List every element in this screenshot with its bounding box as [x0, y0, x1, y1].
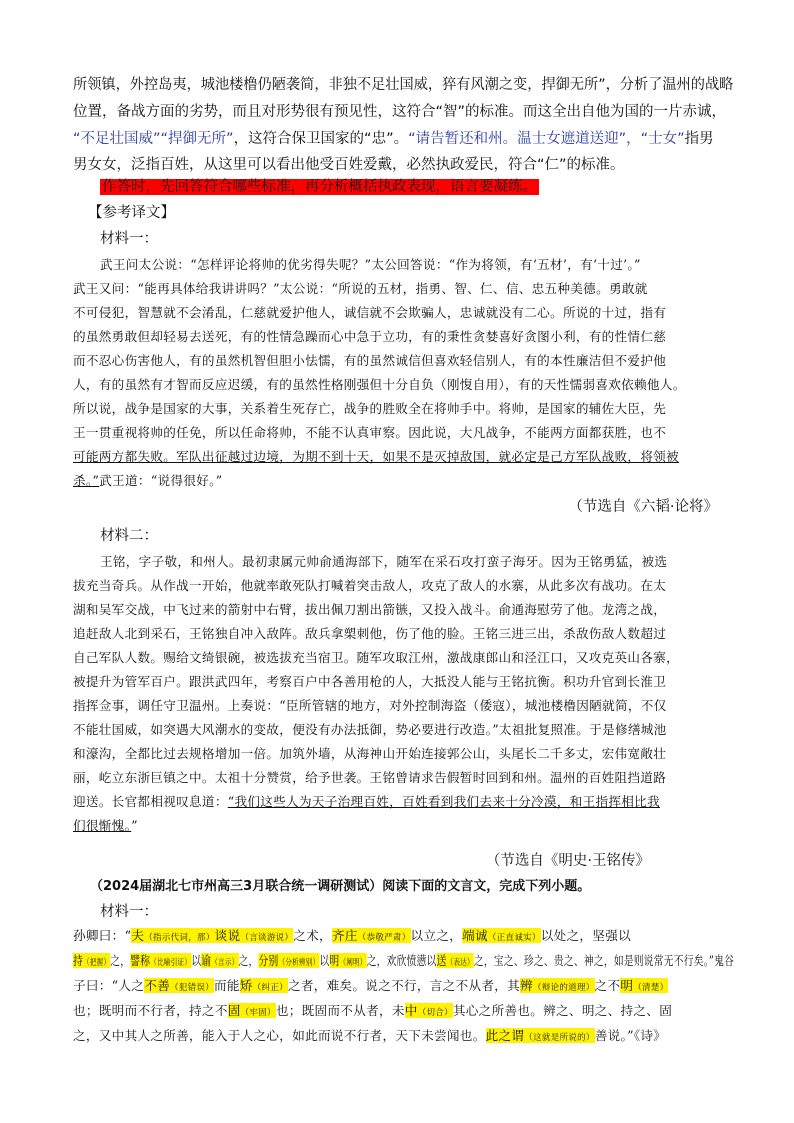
original-text: 子曰：“人之 — [73, 978, 145, 993]
annotated-line-2 — [73, 952, 734, 972]
annotated-word — [258, 953, 319, 968]
translation-line: 王铭，字子敬，和州人。最初隶属元帅俞通海部下，随军在采石攻打蛮子海牙。因为王铭勇猛，被选 — [100, 554, 668, 569]
word: 夫 — [131, 928, 145, 943]
translation-text: ” — [131, 818, 138, 833]
original-text: 以 — [191, 953, 202, 968]
annotated-word — [620, 978, 668, 993]
annotated-word — [329, 953, 366, 968]
annotated-word — [131, 928, 293, 943]
annotated-line-3 — [73, 977, 668, 997]
annotated-word — [437, 953, 474, 968]
word: 送 — [436, 953, 447, 968]
translation-underlined: 们很惭愧。 — [73, 818, 132, 833]
original-text: 之，宝之、珍之、贵之、神之，如是则说常无不行矣。”鬼谷 — [473, 953, 735, 968]
translation-line: 武王问太公说：“怎样评论将帅的优劣得失呢？”太公回答说：“作为将领，有‘五材’，有‘十过’。” — [100, 257, 641, 272]
original-text: 之，欢欣愤懑以 — [366, 953, 437, 968]
translation-line: 不可侵犯，智慧就不会淆乱，仁慈就爱护他人，诚信就不会欺骗人，忠诚就没有二心。所说的十过，指有 — [73, 305, 667, 320]
translation-underlined: “我们这些人为天子治理百姓，百姓看到我们去来十分冷漠，和王指挥相比我 — [227, 794, 660, 809]
word: 持 — [73, 953, 84, 968]
quote-blue: “不足壮国威”“捍御无所” — [73, 131, 234, 147]
source-citation-2: （节选自《明史·王铭传》 — [485, 853, 650, 869]
gloss: （表达） — [446, 958, 474, 968]
annotated-word — [130, 953, 191, 968]
translation-line: 追赶敌人北到采石，王铭独自冲入敌阵。敌兵拿槊刺他，伤了他的脸。王铭三进三出，杀敌伤敌人数超过 — [73, 626, 667, 641]
original-text: 之术， — [293, 928, 332, 943]
word: 明 — [329, 953, 340, 968]
annotated-word — [144, 978, 214, 993]
word: 此之谓 — [485, 1028, 525, 1043]
translation-underlined: 可能两方都失败。军队出征越过边境，为期不到十天，如果不是灭掉敌国，就必定是己方军队战败，将领被 — [73, 449, 680, 464]
gloss: （这就是所说的） — [524, 1033, 595, 1043]
gloss: （正直诚实） — [487, 933, 541, 943]
exam-material-1-label: 材料一： — [100, 904, 158, 920]
word: 谕 — [201, 953, 212, 968]
original-text: 而能 — [214, 978, 240, 993]
annotated-word — [486, 1028, 595, 1043]
original-text: 之， — [238, 953, 259, 968]
gloss: （分析辨别） — [278, 958, 320, 968]
translation-heading: 【参考译文】 — [88, 205, 175, 221]
translation-line: 丽，屹立东浙巨镇之中。太祖十分赞赏，给予世袭。王铭曾请求告假暂时回到和州。温州的百姓阻挡道路 — [73, 770, 667, 785]
translation-line: 和濠沟，全都比过去规格增加一倍。加筑外墙，从海神山开始连接郭公山，头尾长二千多丈，宏伟宽敞壮 — [73, 746, 667, 761]
translation-line: 湖和吴军交战，中飞过来的箭射中右臂，拔出佩刀割出箭镞，又投入战斗。俞通海慰劳了他。龙湾之战， — [73, 602, 667, 617]
original-text: 之， — [110, 953, 131, 968]
gloss: （恭敬严肃） — [357, 933, 411, 943]
analysis-text: 指男 — [684, 131, 714, 147]
annotated-line-1 — [73, 927, 631, 947]
word: 固 — [227, 1003, 241, 1018]
gloss: （纠正） — [252, 983, 288, 993]
gloss: （辩论的道理） — [532, 983, 595, 993]
translation-line: 人，有的虽然有才智而反应迟缓，有的虽然性格刚强但十分自负（刚愎自用），有的天性懦弱喜欢依赖他人。 — [73, 377, 686, 392]
translation-line: 所以说，战争是国家的大事，关系着生死存亡，战争的胜败全在将帅手中。将帅，是国家的辅佐大臣，先 — [73, 401, 667, 416]
annotated-word — [228, 1003, 276, 1018]
annotated-word — [201, 953, 238, 968]
analysis-line-4: 男女女，泛指百姓，从这里可以看出他受百姓爱戴，必然执政爱民，符合“仁”的标准。 — [73, 157, 625, 173]
material-1-label: 材料一： — [100, 231, 158, 247]
annotated-word — [332, 928, 411, 943]
translation-line: 拔充当奇兵。从作战一开始，他就率敢死队打喊着突击敌人，攻克了敌人的水寨，从此多次有战功。在太 — [73, 578, 667, 593]
word: 中 — [404, 1003, 418, 1018]
word: 矫 — [239, 978, 253, 993]
translation-line: 而不忍心伤害他人，有的虽然机智但胆小怯懦，有的虽然诚信但喜欢轻信别人，有的本性廉洁但不爱护他 — [73, 353, 667, 368]
translation-line — [73, 472, 222, 489]
translation-underlined: 杀。” — [73, 473, 100, 488]
gloss: （清楚） — [633, 983, 669, 993]
analysis-text: ，这符合保卫国家的“忠”。 — [233, 131, 409, 147]
exam-title: （2024届湖北七市州高三3月联合统一调研测试）阅读下面的文言文，完成下列小题。 — [90, 879, 591, 894]
original-text: 其心之所善也。辨之、明之、持之、固 — [452, 1003, 673, 1018]
translation-line: 的虽然勇敢但却轻易去送死，有的性情急躁而心中急于立功，有的秉性贪婪喜好贪图小利，有的性情仁慈 — [73, 329, 667, 344]
gloss: （言示） — [211, 958, 239, 968]
gloss: （阐明） — [339, 958, 367, 968]
word: 辨 — [520, 978, 533, 993]
gloss: （把握） — [83, 958, 111, 968]
translation-line: 不能壮国威，如突遇大风潮水的变故，便没有办法抵御，势必要进行改造。”太祖批复照准。于是修缮城池 — [73, 722, 667, 737]
answer-tip — [100, 178, 539, 196]
word: 明 — [620, 978, 634, 993]
annotated-word — [73, 953, 110, 968]
original-text: 以 — [319, 953, 330, 968]
original-text: 以处之，坚强以 — [540, 928, 631, 943]
gloss: （指示代词，那） — [144, 933, 215, 943]
annotated-word — [405, 1003, 453, 1018]
material-2-label: 材料二： — [100, 528, 158, 544]
word: 齐庄 — [331, 928, 358, 943]
original-text: 以立之， — [410, 928, 463, 943]
translation-text: 迎送。长官都相视叹息道： — [73, 794, 228, 809]
original-text: 善说。”《诗》 — [594, 1028, 667, 1043]
tip-highlight: 作答时，先回答符合哪些标准，再分析概括执政表现，语言要凝练。 — [102, 179, 537, 195]
translation-line: 武王又问：“能再具体给我讲讲吗？”太公说：“所说的五材，指勇、智、仁、信、忠五种美德。勇敢就 — [73, 281, 648, 296]
annotated-word — [240, 978, 288, 993]
quote-blue: “请告暂还和州。温士女遮道送迎”，“士女” — [408, 131, 685, 147]
original-text: 孙卿曰：“ — [73, 928, 132, 943]
gloss: （比喻引证） — [150, 958, 192, 968]
analysis-line-3 — [73, 130, 714, 148]
translation-line: 指挥佥事，调任守卫温州。上奏说：“臣所管辖的地方，对外控制海盗（倭寇），城池楼橹因陋就简，不仅 — [73, 698, 667, 713]
translation-line — [73, 817, 138, 834]
gloss: （牢固） — [240, 1008, 276, 1018]
translation-line — [73, 793, 660, 810]
annotated-word — [462, 928, 541, 943]
translation-line: 自己军队人数。赐给文绮银碗，被选拔充当宿卫。随军攻取江州，激战康郎山和泾江口，又攻克英山各寨， — [73, 650, 680, 665]
original-text: 也；既明而不行者，持之不 — [73, 1003, 228, 1018]
translation-line: 被提升为管军百户。跟洪武四年，考察百户中各善用枪的人，大抵没人能与王铭抗衡。积功升官到长淮卫 — [73, 674, 667, 689]
translation-text: 武王道：“说得很好。” — [99, 473, 223, 488]
analysis-line-1: 所领镇，外控岛夷，城池楼橹仍陋袭简，非独不足壮国威，猝有风潮之变，捍御无所”，分析了温州的战略 — [73, 77, 734, 93]
original-text: 之不 — [594, 978, 621, 993]
annotated-line-4 — [73, 1002, 672, 1022]
gloss: （言谈游说） — [240, 933, 294, 943]
original-text: 之者，难矣。说之不行，言之不从者，其 — [287, 978, 521, 993]
annotated-line-5 — [73, 1027, 666, 1047]
word: 譬称 — [130, 953, 151, 968]
source-citation-1: （节选自《六韬·论将》 — [568, 499, 718, 515]
translation-line: 王一贯重视将帅的任免，所以任命将帅，不能不认真审察。因此说，大凡战争，不能两方面都获胜，也不 — [73, 425, 667, 440]
annotated-word — [520, 978, 595, 993]
word: 不善 — [144, 978, 171, 993]
word: 端诚 — [462, 928, 488, 943]
original-text: 之，又中其人之所善，能入于人之心，如此而说不行者，天下未尝闻也。 — [73, 1028, 486, 1043]
word: 分别 — [258, 953, 279, 968]
gloss: （犯错误） — [170, 983, 215, 993]
original-text: 也；既固而不从者，未 — [275, 1003, 405, 1018]
word: 谈说 — [214, 928, 241, 943]
gloss: （切合） — [417, 1008, 453, 1018]
analysis-line-2: 位置，备战方面的劣势，而且对形势很有预见性，这符合“智”的标准。而这全出自他为国的一片赤诚， — [73, 104, 727, 120]
